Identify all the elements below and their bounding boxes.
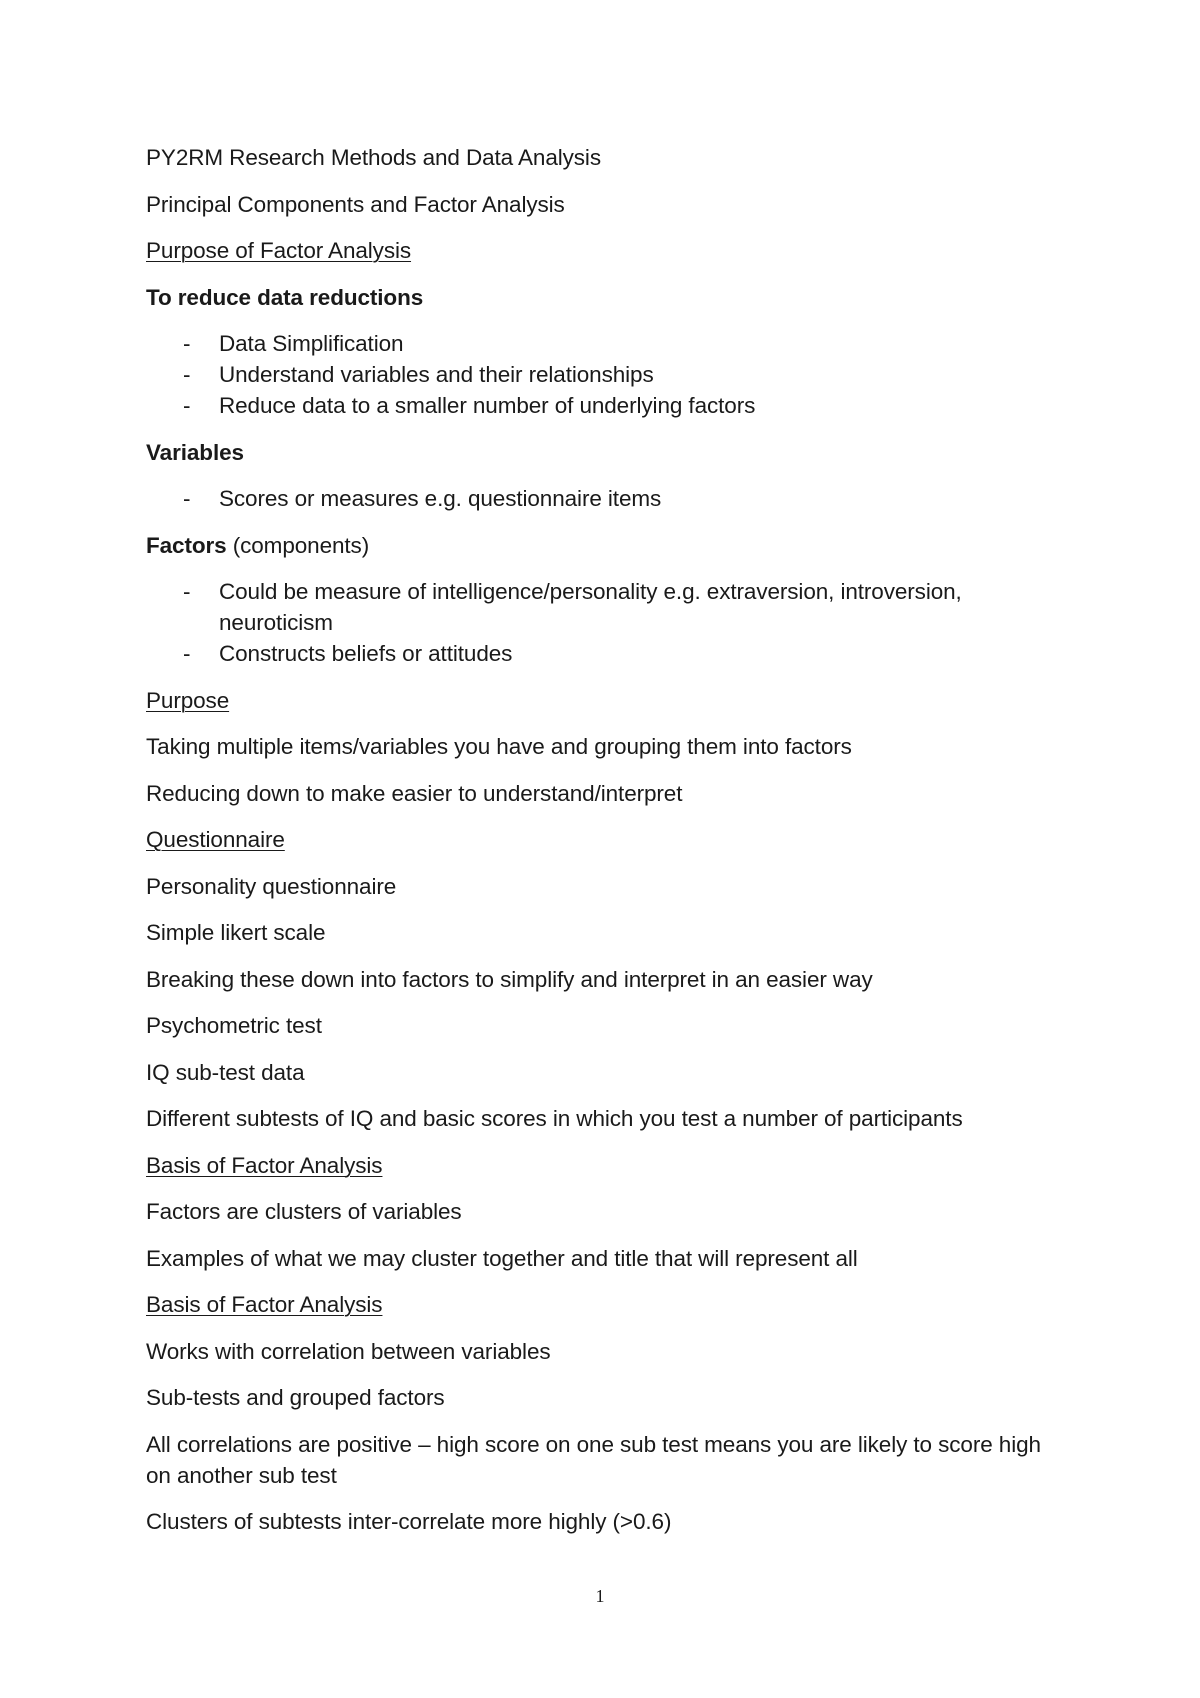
paragraph: Different subtests of IQ and basic scores in which you test a number of participants	[146, 1106, 963, 1131]
reduce-data-heading: To reduce data reductions	[146, 284, 424, 310]
paragraph: Simple likert scale	[146, 920, 326, 945]
basis-of-factor-analysis-heading-2: Basis of Factor Analysis	[146, 1292, 383, 1317]
dash-marker: -	[183, 331, 191, 356]
list-item-text: Scores or measures e.g. questionnaire items	[219, 486, 662, 511]
paragraph: Personality questionnaire	[146, 873, 397, 899]
variables-heading: Variables	[146, 439, 244, 465]
list-item-text: Constructs beliefs or attitudes	[219, 641, 513, 666]
dash-marker: -	[183, 641, 191, 666]
factors-heading-line	[146, 530, 1046, 561]
paragraph: Breaking these down into factors to simplify and interpret in an easier way	[146, 966, 873, 992]
list-item	[146, 359, 1046, 390]
reduce-data-list	[146, 328, 1046, 421]
course-title: PY2RM Research Methods and Data Analysis	[146, 145, 601, 170]
list-item-text: Reduce data to a smaller number of underlying factors	[219, 393, 756, 418]
paragraph: Psychometric test	[146, 1013, 322, 1038]
questionnaire-heading: Questionnaire	[146, 827, 285, 852]
paragraph: Clusters of subtests inter-correlate more highly (>0.6)	[146, 1509, 672, 1534]
paragraph: Taking multiple items/variables you have and grouping them into factors	[146, 734, 852, 759]
list-item	[146, 390, 1046, 421]
basis-of-factor-analysis-heading: Basis of Factor Analysis	[146, 1152, 383, 1178]
factors-heading-suffix: (components)	[226, 532, 370, 558]
factors-heading: Factors	[146, 532, 227, 558]
dash-marker: -	[183, 362, 191, 387]
paragraph: Factors are clusters of variables	[146, 1199, 462, 1224]
variables-list	[146, 483, 1046, 514]
document-body	[146, 142, 1046, 1553]
purpose-heading: Purpose	[146, 687, 230, 713]
list-item	[146, 576, 1046, 638]
paragraph: Works with correlation between variables	[146, 1338, 551, 1364]
paragraph: Sub-tests and grouped factors	[146, 1385, 445, 1410]
factors-list	[146, 576, 1046, 669]
list-item-text: Data Simplification	[219, 331, 404, 356]
dash-marker: -	[183, 486, 191, 511]
paragraph: All correlations are positive – high score on one sub test means you are likely to score high on another sub test	[146, 1431, 1041, 1488]
list-item-text: Understand variables and their relationships	[219, 362, 654, 387]
lecture-title: Principal Components and Factor Analysis	[146, 191, 565, 217]
paragraph: Examples of what we may cluster together and title that will represent all	[146, 1245, 858, 1271]
list-item	[146, 638, 1046, 669]
list-item-text: Could be measure of intelligence/personality e.g. extraversion, introversion, neuroticism	[219, 579, 962, 635]
dash-marker: -	[183, 393, 191, 418]
list-item	[146, 328, 1046, 359]
dash-marker: -	[183, 579, 191, 604]
paragraph: IQ sub-test data	[146, 1059, 305, 1085]
paragraph: Reducing down to make easier to understand/interpret	[146, 780, 683, 806]
page-number: 1	[595, 1586, 605, 1606]
purpose-of-factor-analysis-heading: Purpose of Factor Analysis	[146, 238, 412, 263]
list-item	[146, 483, 1046, 514]
